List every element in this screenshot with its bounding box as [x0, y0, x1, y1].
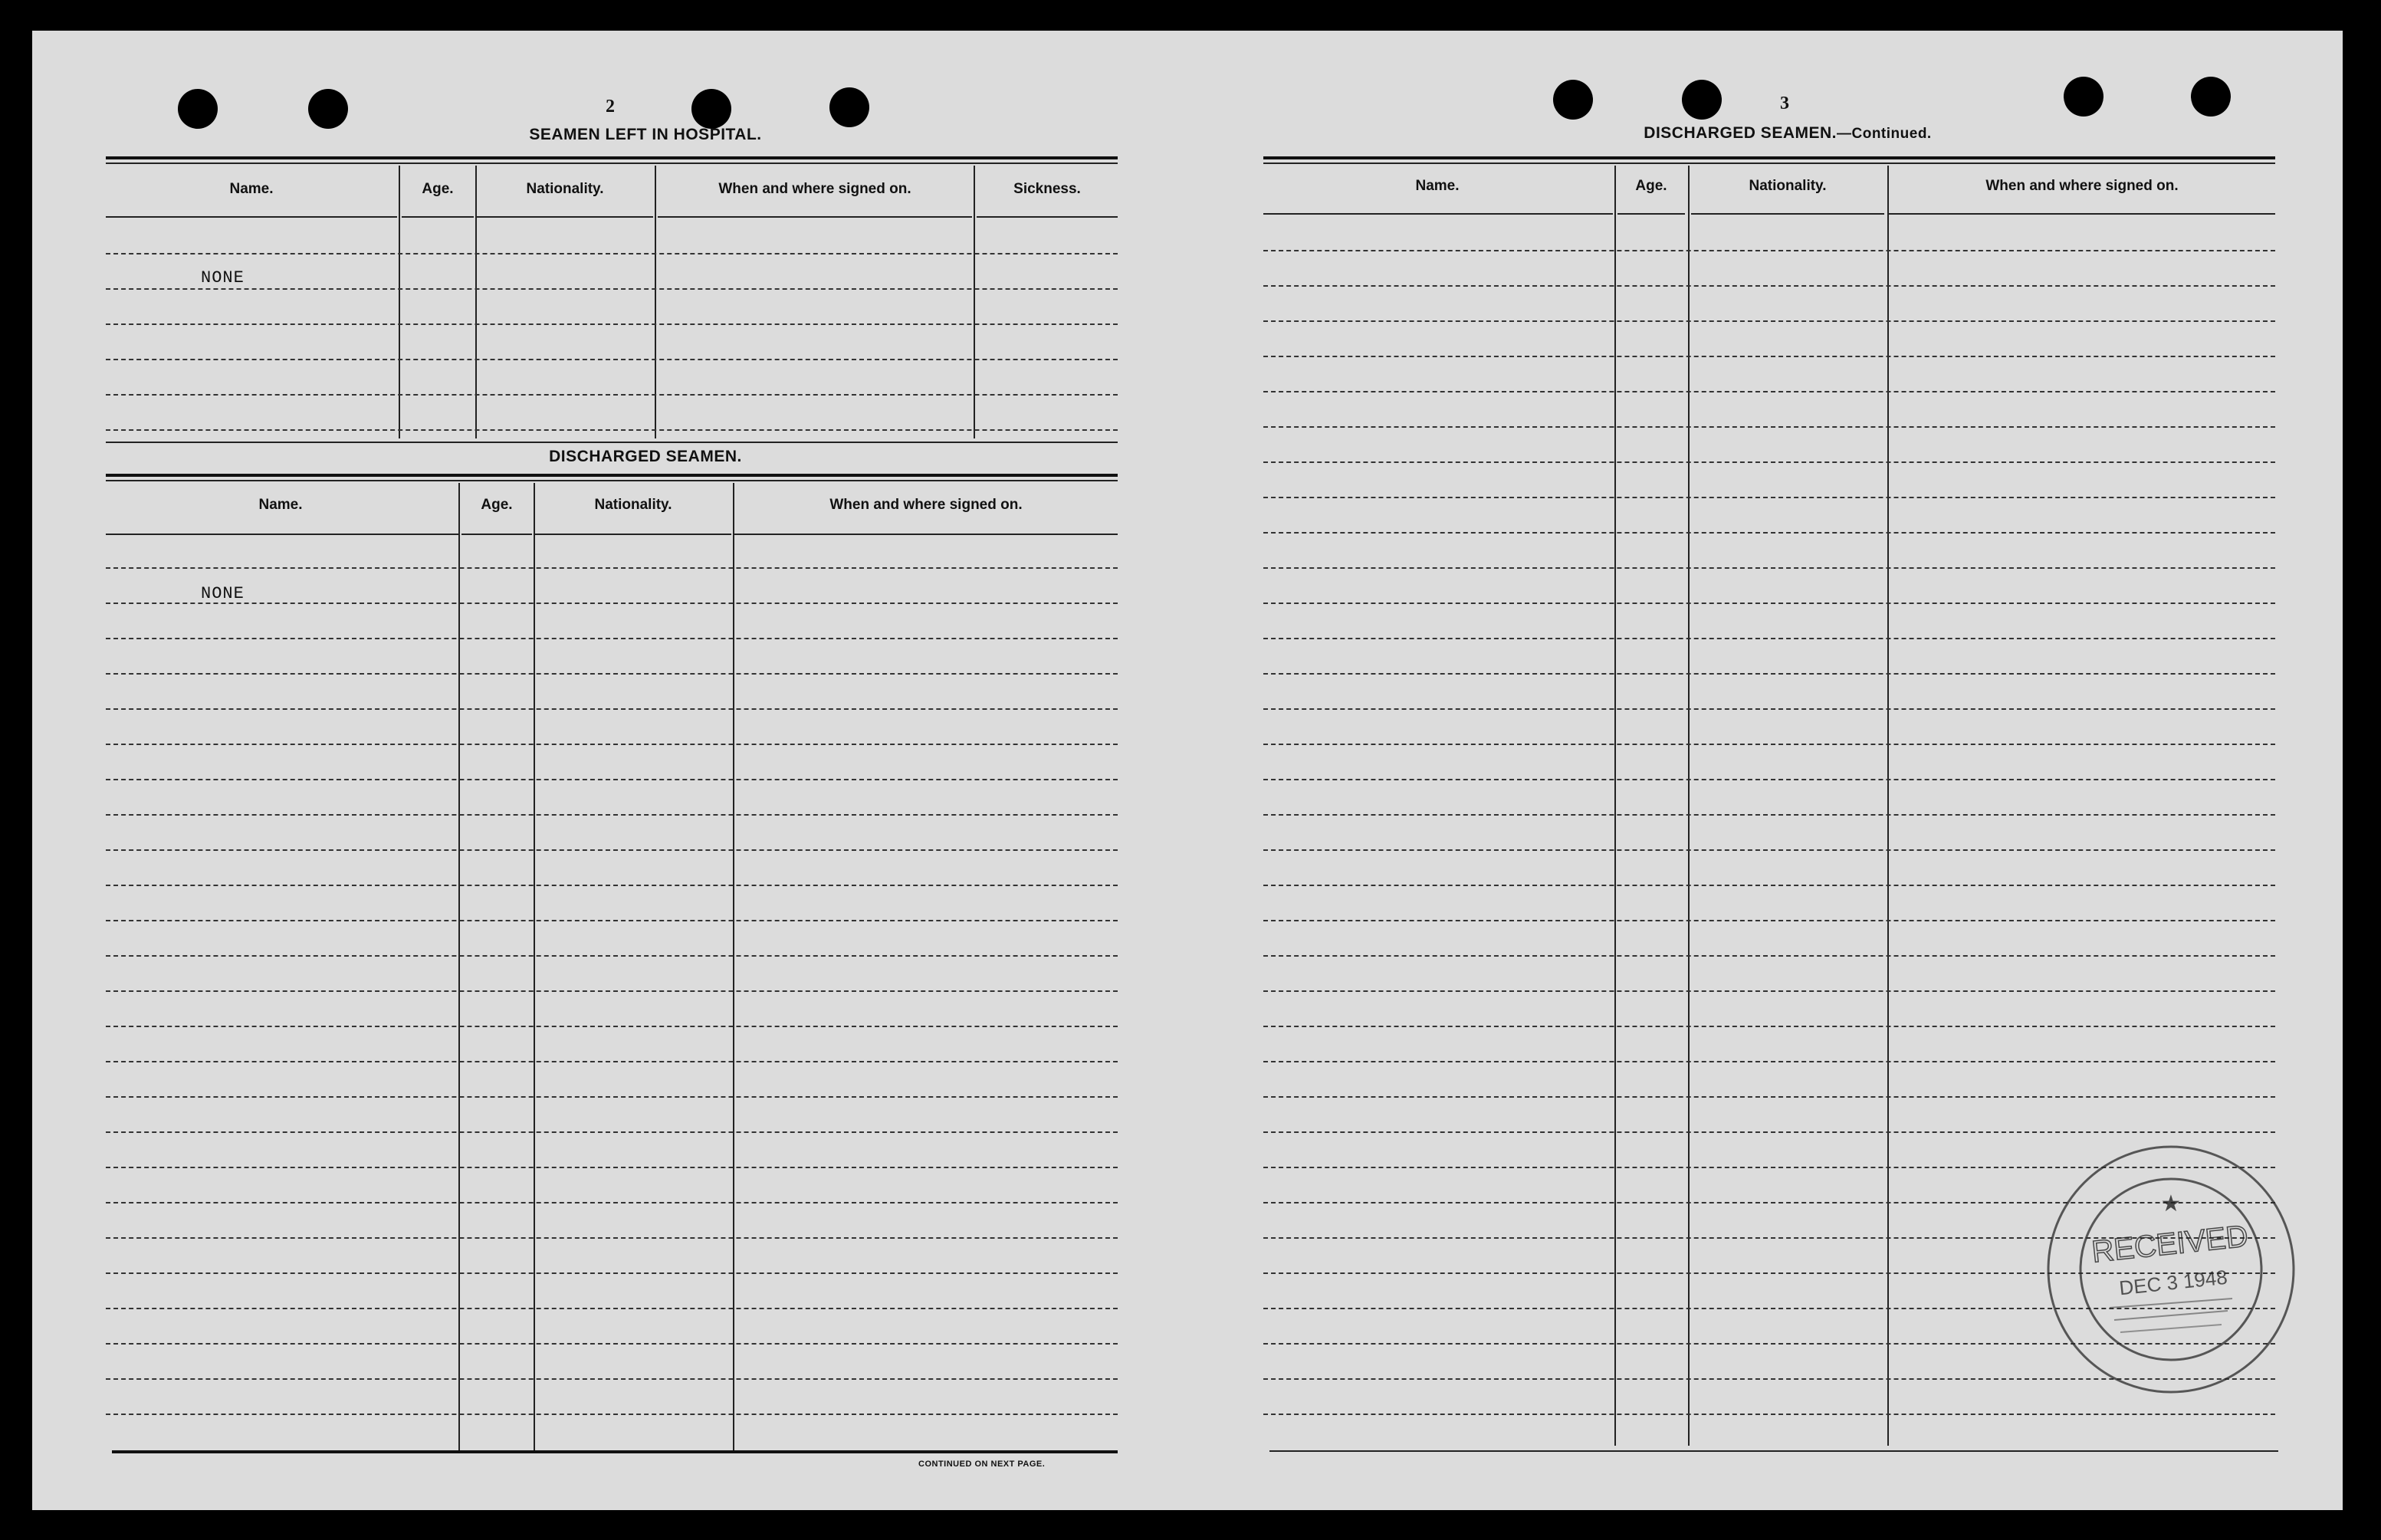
column-header-sickness: Sickness. — [1013, 181, 1081, 197]
continued-footnote: CONTINUED ON NEXT PAGE. — [918, 1460, 1046, 1469]
document-paper — [32, 31, 2343, 1510]
ledger-row — [106, 1343, 1118, 1345]
table-top-rule — [106, 474, 1118, 477]
column-header-name: Name. — [229, 181, 274, 197]
table-bottom-rule — [1269, 1450, 2278, 1452]
discharged-section-title: DISCHARGED SEAMEN. — [549, 448, 742, 465]
column-header-name: Name. — [258, 497, 303, 513]
column-header-age: Age. — [1635, 178, 1667, 194]
stamp-star-icon: ★ — [2160, 1190, 2182, 1217]
column-header-nationality: Nationality. — [1749, 178, 1827, 194]
ledger-row — [106, 744, 1118, 745]
ledger-row — [106, 885, 1118, 886]
ledger-row — [1263, 603, 2275, 604]
ledger-row — [106, 1167, 1118, 1168]
stamp-received-text: RECEIVED — [2090, 1219, 2250, 1269]
ledger-row — [1263, 779, 2275, 780]
ledger-row — [106, 779, 1118, 780]
ledger-row — [1263, 1026, 2275, 1027]
table-top-rule — [1263, 163, 2275, 164]
ledger-row — [1263, 285, 2275, 287]
stamp-date-text: DEC 3 1948 — [2118, 1265, 2229, 1300]
header-underline — [734, 534, 1118, 535]
header-underline — [402, 216, 474, 218]
column-header-signed-on: When and where signed on. — [829, 497, 1023, 513]
ledger-row — [1263, 920, 2275, 921]
ledger-row — [106, 1272, 1118, 1274]
header-underline — [106, 216, 397, 218]
ledger-row — [106, 708, 1118, 710]
ledger-row — [106, 1131, 1118, 1133]
header-underline — [1617, 213, 1685, 215]
ledger-row — [106, 253, 1118, 254]
header-underline — [477, 216, 653, 218]
column-header-age: Age. — [481, 497, 513, 513]
header-underline — [461, 534, 532, 535]
ledger-row — [1263, 250, 2275, 251]
ledger-row — [106, 1378, 1118, 1380]
ledger-row — [1263, 1061, 2275, 1062]
ledger-row — [106, 920, 1118, 921]
ledger-row — [1263, 849, 2275, 851]
ledger-row — [1263, 708, 2275, 710]
column-divider — [399, 166, 400, 438]
column-divider — [458, 483, 460, 1450]
ledger-row — [106, 394, 1118, 396]
header-underline — [1263, 213, 1613, 215]
column-divider — [534, 483, 535, 1450]
ledger-row — [106, 1026, 1118, 1027]
ledger-row — [1263, 638, 2275, 639]
header-underline — [658, 216, 972, 218]
right-page — [1182, 31, 2343, 1510]
ledger-row — [106, 849, 1118, 851]
header-underline — [1889, 213, 2275, 215]
ledger-row — [106, 1096, 1118, 1098]
discharged-entry-name: NONE — [201, 584, 245, 603]
ledger-row — [1263, 356, 2275, 357]
table-bottom-rule — [106, 442, 1118, 443]
ledger-row — [106, 1414, 1118, 1415]
ledger-row — [1263, 990, 2275, 992]
ledger-row — [106, 323, 1118, 325]
ledger-row — [106, 814, 1118, 816]
ledger-row — [1263, 744, 2275, 745]
ledger-row — [1263, 1096, 2275, 1098]
column-header-signed-on: When and where signed on. — [718, 181, 911, 197]
ledger-row — [106, 638, 1118, 639]
ledger-row — [106, 673, 1118, 675]
ledger-row — [106, 567, 1118, 569]
hospital-entry-name: NONE — [201, 268, 245, 287]
header-underline — [106, 534, 458, 535]
header-underline — [535, 534, 731, 535]
column-header-nationality: Nationality. — [594, 497, 672, 513]
ledger-row — [1263, 532, 2275, 534]
ledger-row — [1263, 1131, 2275, 1133]
ledger-row — [1263, 320, 2275, 322]
header-underline — [977, 216, 1118, 218]
column-header-nationality: Nationality. — [526, 181, 604, 197]
ledger-row — [106, 990, 1118, 992]
table-top-rule — [106, 156, 1118, 159]
ledger-row — [106, 603, 1118, 604]
ledger-row — [1263, 426, 2275, 428]
ledger-row — [106, 359, 1118, 360]
ledger-row — [106, 1202, 1118, 1203]
ledger-row — [106, 1237, 1118, 1239]
column-divider — [655, 166, 656, 438]
ledger-row — [1263, 1414, 2275, 1415]
section-title-suffix: —Continued. — [1837, 126, 1932, 142]
table-bottom-rule — [112, 1450, 1118, 1453]
header-underline — [1691, 213, 1884, 215]
received-stamp — [2041, 1139, 2301, 1400]
ledger-row — [106, 429, 1118, 431]
column-header-name: Name. — [1415, 178, 1460, 194]
column-divider — [733, 483, 734, 1450]
ledger-row — [1263, 673, 2275, 675]
column-header-signed-on: When and where signed on. — [1985, 178, 2179, 194]
page-number: 3 — [1780, 94, 1789, 113]
ledger-row — [106, 288, 1118, 290]
table-top-rule — [1263, 156, 2275, 159]
ledger-row — [1263, 885, 2275, 886]
section-title-text: DISCHARGED SEAMEN. — [1644, 124, 1837, 142]
column-divider — [475, 166, 477, 438]
column-divider — [1887, 166, 1889, 1446]
column-divider — [1614, 166, 1616, 1446]
ledger-row — [106, 1061, 1118, 1062]
ledger-row — [1263, 497, 2275, 498]
ledger-row — [106, 1308, 1118, 1309]
column-header-age: Age. — [422, 181, 454, 197]
hospital-section-title: SEAMEN LEFT IN HOSPITAL. — [529, 126, 762, 143]
ledger-row — [1263, 567, 2275, 569]
table-top-rule — [106, 480, 1118, 481]
ledger-row — [1263, 955, 2275, 957]
column-divider — [974, 166, 975, 438]
page-number: 2 — [606, 97, 615, 117]
discharged-continued-title — [1519, 124, 2056, 143]
table-top-rule — [106, 163, 1118, 164]
ledger-row — [1263, 461, 2275, 463]
ledger-row — [1263, 814, 2275, 816]
column-divider — [1688, 166, 1690, 1446]
ledger-row — [106, 955, 1118, 957]
ledger-row — [1263, 391, 2275, 392]
left-page — [32, 31, 1182, 1510]
